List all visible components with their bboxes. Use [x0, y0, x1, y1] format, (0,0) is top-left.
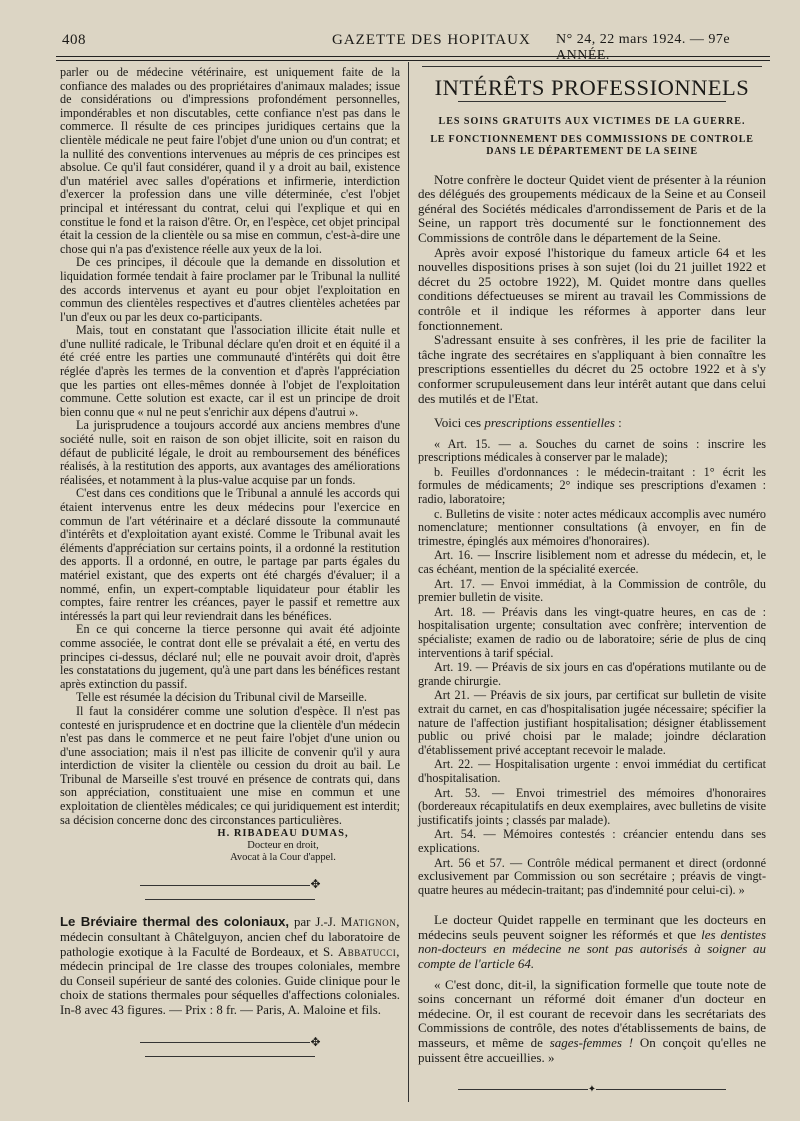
- author-abbatucci: Abbatucci,: [338, 944, 400, 959]
- article-item: Art. 16. — Inscrire lisiblement nom et adresse du médecin, et, le cas échéant, mention de la spécialité exercée.: [418, 548, 766, 577]
- paragraph: C'est dans ces conditions que le Tribunal a annulé les accords qui étaient intervenus entre les deux médecins pour l'exercice en commun de l'art vétérinaire et a déclaré dissoute la communauté d'intérêts et d'exploitation ayant existé. Comme le Tribunal avait les éléments d'appréciation sur certains points, il a ordonné la restitution des apports. Il a ordonné, en outre, le partage par parts égales du matériel existant, que des experts ont été chargés d'évaluer; il a nommé, enfin, un expert-comptable liquidateur pour établir les comptes, faire rentrer les créances, payer le passif et remettre aux intéressés la part qui leur reviendrait dans les bénéfices.: [60, 486, 400, 623]
- paragraph: [418, 978, 766, 1066]
- left-column: [60, 66, 400, 1073]
- book-text: médecin consultant à Châtelguyon, ancien chef du laboratoire de pathologie exotique à la Faculté de Bordeaux, et S.: [60, 930, 400, 959]
- issue-date: N° 24, 22 mars 1924. — 97e ANNÉE.: [556, 32, 731, 63]
- paragraph: S'adressant ensuite à ses confrères, il les prie de faciliter la tâche ingrate des secrétaires en s'appliquant à bien connaître les prescriptions essentielles du décret du 25 octobre 1922 et à s'y conformer scrupuleusement dans leur intérêt autant que dans celui des mutilés et de l'Etat.: [418, 332, 766, 406]
- signature: [60, 828, 400, 864]
- paragraph: Il faut la considérer comme une solution d'espèce. Il n'est pas contesté en jurisprudence et en doctrine que la clientèle d'un médecin n'est pas dans le commerce et ne peut faire l'objet d'une union ou d'une association; mais il n'est pas illicite de convenir qu'il y aura interdiction de visiter la clientèle ou cession du droit au bail. Le Tribunal de Marseille s'est trouvé en présence de contrats qui, dans son appréciation, constituaient une mise en commun et une exploitation de clientèles médicales; ce qui juridiquement est interdit; sa décision concerne donc des circonstances particulières.: [60, 703, 400, 827]
- article-item: Art. 54. — Mémoires contestés : créancier entendu dans ses explications.: [418, 827, 766, 855]
- article-heading: LE FONCTIONNEMENT DES COMMISSIONS DE CONTROLE DANS LE DÉPARTEMENT DE LA SEINE: [430, 133, 754, 158]
- paragraph: Après avoir exposé l'historique du fameux article 64 et les nouvelles dispositions prises à son sujet (loi du 21 juillet 1922 et décret du 25 octobre 1922), M. Quidet montre dans quelles conditions défectueuses se mirent au travail les Commissions de contrôle et il indique les réformes à apporter dans leur fonctionnement.: [418, 244, 766, 333]
- column-divider: [408, 62, 409, 1102]
- paragraph: Notre confrère le docteur Quidet vient de présenter à la réunion des délégués des groupements médicaux de la Seine et au Conseil général des Sociétés médicales d'arrondissement de Paris et de la Seine, un rapport très documenté sur le fonctionnement des Commissions de contrôle dans le département de la Seine.: [418, 171, 766, 245]
- voici-text: Voici ces: [434, 415, 482, 431]
- paragraph: En ce qui concerne la tierce personne qui avait été adjointe comme associée, le contrat dont elle se prévalait a été, en vertu des principes ci-dessus, déclaré nul; elle ne pouvait avoir droit, d'après les constatations du jugement, qu'à une part dans les bénéfices restant après extinction du passif.: [60, 622, 400, 691]
- closing-text: Le docteur Quidet rappelle en terminant que les docteurs en médecins seuls peuvent soigner les réformés et que: [418, 912, 766, 942]
- page-number: 408: [62, 32, 86, 48]
- paragraph: Mais, tout en constatant que l'association illicite était nulle et d'une nullité radicale, le Tribunal déclare qu'en droit et en équité il a été créé entre les parties une communauté d'intérêts qui doit être réglée d'après les termes de la convention et d'après l'appréciation que les parties ont elles-mêmes donnée à l'objet de l'exploitation commune. Cette solution est exacte, car il est un principe de droit bien connu que « nul ne peut s'enrichir aux dépens d'autrui ».: [60, 323, 400, 419]
- section-rule: [458, 101, 726, 102]
- closing-quote: « C'est donc, dit-il, la signification formelle que toute note de soins concernant un réformé doit émaner d'un docteur en médecine. Or, il est courant de recevoir dans les secrétariats des Commissions de contrôle, des notes d'établissements de bains, de masseurs, et même de: [418, 976, 766, 1051]
- paragraph: La jurisprudence a toujours accordé aux anciens membres d'une société nulle, soit en raison de son objet illicite, soit en raison du défaut de publicité légale, le droit au remboursement des bénéfices réalisés, à la restitution des apports, aux avantages des améliorations réalisées, et notamment à la plus-value acquise par un fonds.: [60, 418, 400, 487]
- end-ornament: ✦: [418, 1083, 766, 1097]
- author-name: H. RIBADEAU DUMAS,: [217, 828, 349, 840]
- article-item: Art 21. — Préavis de six jours, par certificat sur bulletin de visite extrait du carnet, en cas d'hospitalisation jugée nécessaire; spécifier la nature de l'affection justifiant hospitalisation; désigner établissement public ou privé choisi par le malade; joindre déclaration d'établissement privé acceptant recevoir le malade.: [418, 688, 766, 757]
- article-item: Art. 53. — Envoi trimestriel des mémoires d'honoraires (bordereaux récapitulatifs en deux exemplaires, avec bulletins de visite justificatifs joints ; classés par malade).: [418, 785, 766, 827]
- right-column: [418, 66, 766, 1097]
- article-item: Art. 19. — Préavis de six jours en cas d'opérations mutilante ou de grande chirurgie.: [418, 660, 766, 688]
- book-by: par J.-J.: [294, 915, 336, 930]
- article-item: c. Bulletins de visite : noter actes médicaux accomplis avec numéro nomenclature; mentionner consultations (à envoyer, en fin de trimestre, épinglés aux mémoires d'honoraires).: [418, 506, 766, 548]
- paragraph: Telle est résumée la décision du Tribunal civil de Marseille.: [76, 690, 367, 705]
- paragraph: [418, 416, 766, 431]
- book-text-2: médecin principal de 1re classe des troupes coloniales, membre du Conseil supérieur de santé des colonies. Guide clinique pour le choix de stations thermales pour séquelles d'affections coloniales. In-8 avec 43 figures. — Prix : 8 fr. — Paris, A. Maloine et fils.: [60, 959, 400, 1017]
- author-position: Avocat à la Cour d'appel.: [230, 852, 336, 864]
- article-item: Art. 17. — Envoi immédiat, à la Commission de contrôle, du premier bulletin de visite.: [418, 576, 766, 605]
- paragraph: De ces principes, il découle que la demande en dissolution et liquidation formée tendait à faire proclamer par le Tribunal la nullité des accords intervenus et ayant eu pour objet l'exploitation en commun des clientèles respectives et d'autres clientèles achetées par l'un d'eux ou par les deux co-participants.: [60, 255, 400, 324]
- paragraph: [418, 913, 766, 971]
- voici-italic: prescriptions essentielles: [484, 415, 615, 431]
- journal-title: GAZETTE DES HOPITAUX: [332, 32, 531, 48]
- closing-italic: les dentistes non-docteurs en médecine ne sont pas autorisés à soigner au compte de l'article 64.: [418, 926, 767, 972]
- book-title: Le Bréviaire thermal des coloniaux,: [60, 914, 290, 930]
- paragraph: parler ou de médecine vétérinaire, est uniquement faite de la confiance des malades ou des propriétaires d'animaux malades; issue de considérations ou d'impressions profondément personnelles, impondérables et non discutables, cette confiance n'est pas dans le commerce. Il résulte de ces principes juridiques certains que la clientèle médicale ne peut faire l'objet d'une union ou d'un contrat; et la nullité des conventions intervenues au mépris de ces principes est absolue. Ce qu'il faut considérer, quand il y a droit au bail, existence d'un matériel avec salles d'opérations et infirmerie, interdiction d'exercer la profession dans une ville déterminée, c'est l'objet principal et intéressant du contrat, celui qui l'explique et qui en constitue le fond et la raison d'être. Or, en l'espèce, cet objet principal était la cession de la clientèle ou sa mise en commun, c'est-à-dire une chose qui n'a pas d'existence réelle aux yeux de la loi.: [60, 65, 400, 256]
- section-title: INTÉRÊTS PROFESSIONNELS: [434, 75, 750, 100]
- section-rule-top: [422, 66, 762, 67]
- article-item: Art. 22. — Hospitalisation urgente : envoi immédiat du certificat d'hospitalisation.: [418, 757, 766, 785]
- article-item: Art. 56 et 57. — Contrôle médical permanent et direct (ordonné exclusivement par Commission ou son secrétaire ; préavis de vingt-quatre heures au médecin-traitant; pas d'indemnité pour celui-ci). »: [418, 855, 766, 897]
- author-matignon: Matignon,: [340, 915, 400, 930]
- closing-quote-italic: sages-femmes !: [549, 1035, 634, 1051]
- closing-quote-end: On conçoit qu'elles ne puissent être accueillies. »: [418, 1035, 767, 1065]
- running-head: [54, 30, 770, 63]
- article-item: Art. 18. — Préavis dans les vingt-quatre heures, en cas de : hospitalisation urgente; consultation avec confrère; intervention de spécialiste; examen de radio ou de laboratoire; série de plus de cinq interventions à tarif spécial.: [418, 604, 766, 660]
- voici-colon: :: [618, 415, 622, 431]
- end-ornament: ✥: [60, 1036, 400, 1063]
- header-rule: [56, 56, 770, 57]
- header-rule-thin: [56, 60, 770, 61]
- article-subtitle: LES SOINS GRATUITS AUX VICTIMES DE LA GUERRE.: [438, 115, 746, 127]
- article-item: b. Feuilles d'ordonnances : le médecin-traitant : 1° écrit les formules de médicaments; 2° indique ses prescriptions d'examen : radio, laboratoire;: [418, 464, 766, 507]
- bibliography-notice: [60, 915, 400, 1017]
- article-item: « Art. 15. — a. Souches du carnet de soins : inscrire les prescriptions médicales à conserver par le malade);: [418, 436, 766, 465]
- separator-ornament: ✥: [60, 878, 400, 905]
- author-title: Docteur en droit,: [247, 840, 319, 852]
